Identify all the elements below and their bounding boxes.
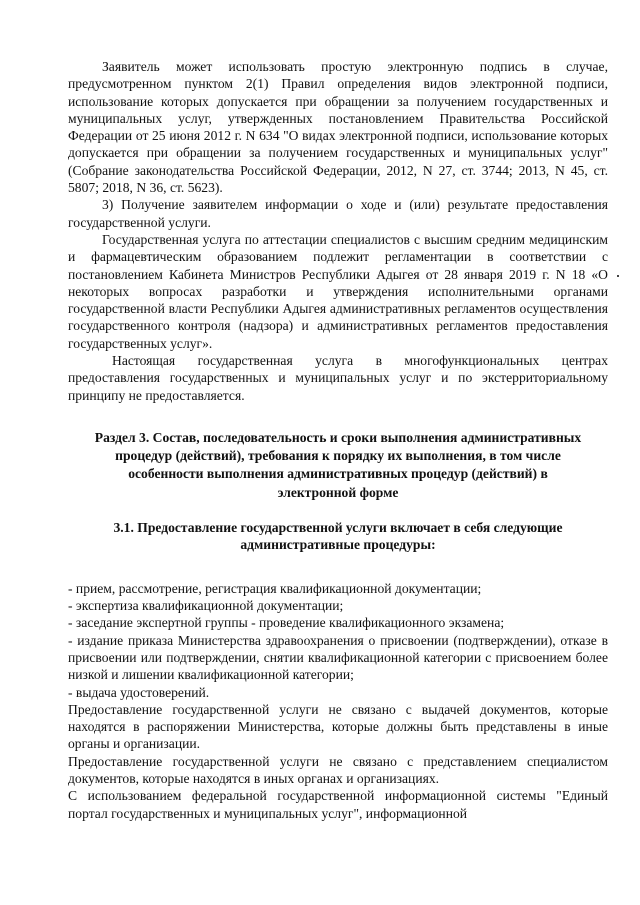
list-item: - экспертиза квалификационной документации; <box>68 598 344 614</box>
procedures-list <box>68 580 608 701</box>
paragraph-epgu: С использованием федеральной государственной информационной системы "Единый портал государственных и муниципальных услуг", информационной <box>68 788 608 821</box>
list-item: - выдача удостоверений. <box>68 684 210 700</box>
document-page <box>68 58 608 822</box>
subsection-3-1-heading: 3.1. Предоставление государственной услуги включает в себя следующие административные процедуры: <box>113 519 563 553</box>
paragraph-regulation: Государственная услуга по аттестации специалистов с высшим средним медицинским и фармацевтическим образованием подлежит регламентации в соответствии с постановлением Кабинета Министров Республики Адыгея от 28 января 2019 г. N 18 «О некоторых вопросах разработки и утверждения исполнительными органами государственной власти Республики Адыгея административных регламентов осуществления государственного контроля (надзора) и административных регламентов предоставления государственных услуг». <box>68 231 608 351</box>
list-item: - прием, рассмотрение, регистрация квалификационной документации; <box>68 580 482 596</box>
paragraph-mfc: Настоящая государственная услуга в многофункциональных центрах предоставления государственных и муниципальных услуг и по экстерриториальному принципу не предоставляется. <box>68 353 608 403</box>
paragraph-item-3: 3) Получение заявителем информации о ходе и (или) результате предоставления государственной услуги. <box>68 197 608 230</box>
scan-speck <box>617 275 619 277</box>
paragraph-no-documents-issue: Предоставление государственной услуги не связано с выдачей документов, которые находятся в распоряжении Министерства, которые должны быть представлены в иные органы и организации. <box>68 701 608 752</box>
section-3-heading: Раздел 3. Состав, последовательность и сроки выполнения административных процедур (действий), требования к порядку их выполнения, в том числе особенности выполнения административных процедур (действий) в электронной форме <box>94 429 582 500</box>
list-item: - заседание экспертной группы - проведение квалификационного экзамена; <box>68 615 505 631</box>
paragraph-no-documents-submission: Предоставление государственной услуги не связано с представлением специалистом документов, которые находятся в иных органах и организациях. <box>68 753 608 787</box>
paragraph-simple-signature: Заявитель может использовать простую электронную подпись в случае, предусмотренном пунктом 2(1) Правил определения видов электронной подписи, использование которых допускается при обращении за получением государственных и муниципальных услуг, утвержденных постановлением Правительства Российской Федерации от 25 июня 2012 г. N 634 "О видах электронной подписи, использование которых допускается при обращении за получением государственных и муниципальных услуг" (Собрание законодательства Российской Федерации, 2012, N 27, ст. 3744; 2013, N 45, ст. 5807; 2018, N 36, ст. 5623). <box>68 59 608 196</box>
list-item: - издание приказа Министерства здравоохранения о присвоении (подтверждении), отказе в присвоении или подтверждении, снятии квалификационной категории с присвоением более низкой и лишении квалификационной категории; <box>68 632 608 683</box>
